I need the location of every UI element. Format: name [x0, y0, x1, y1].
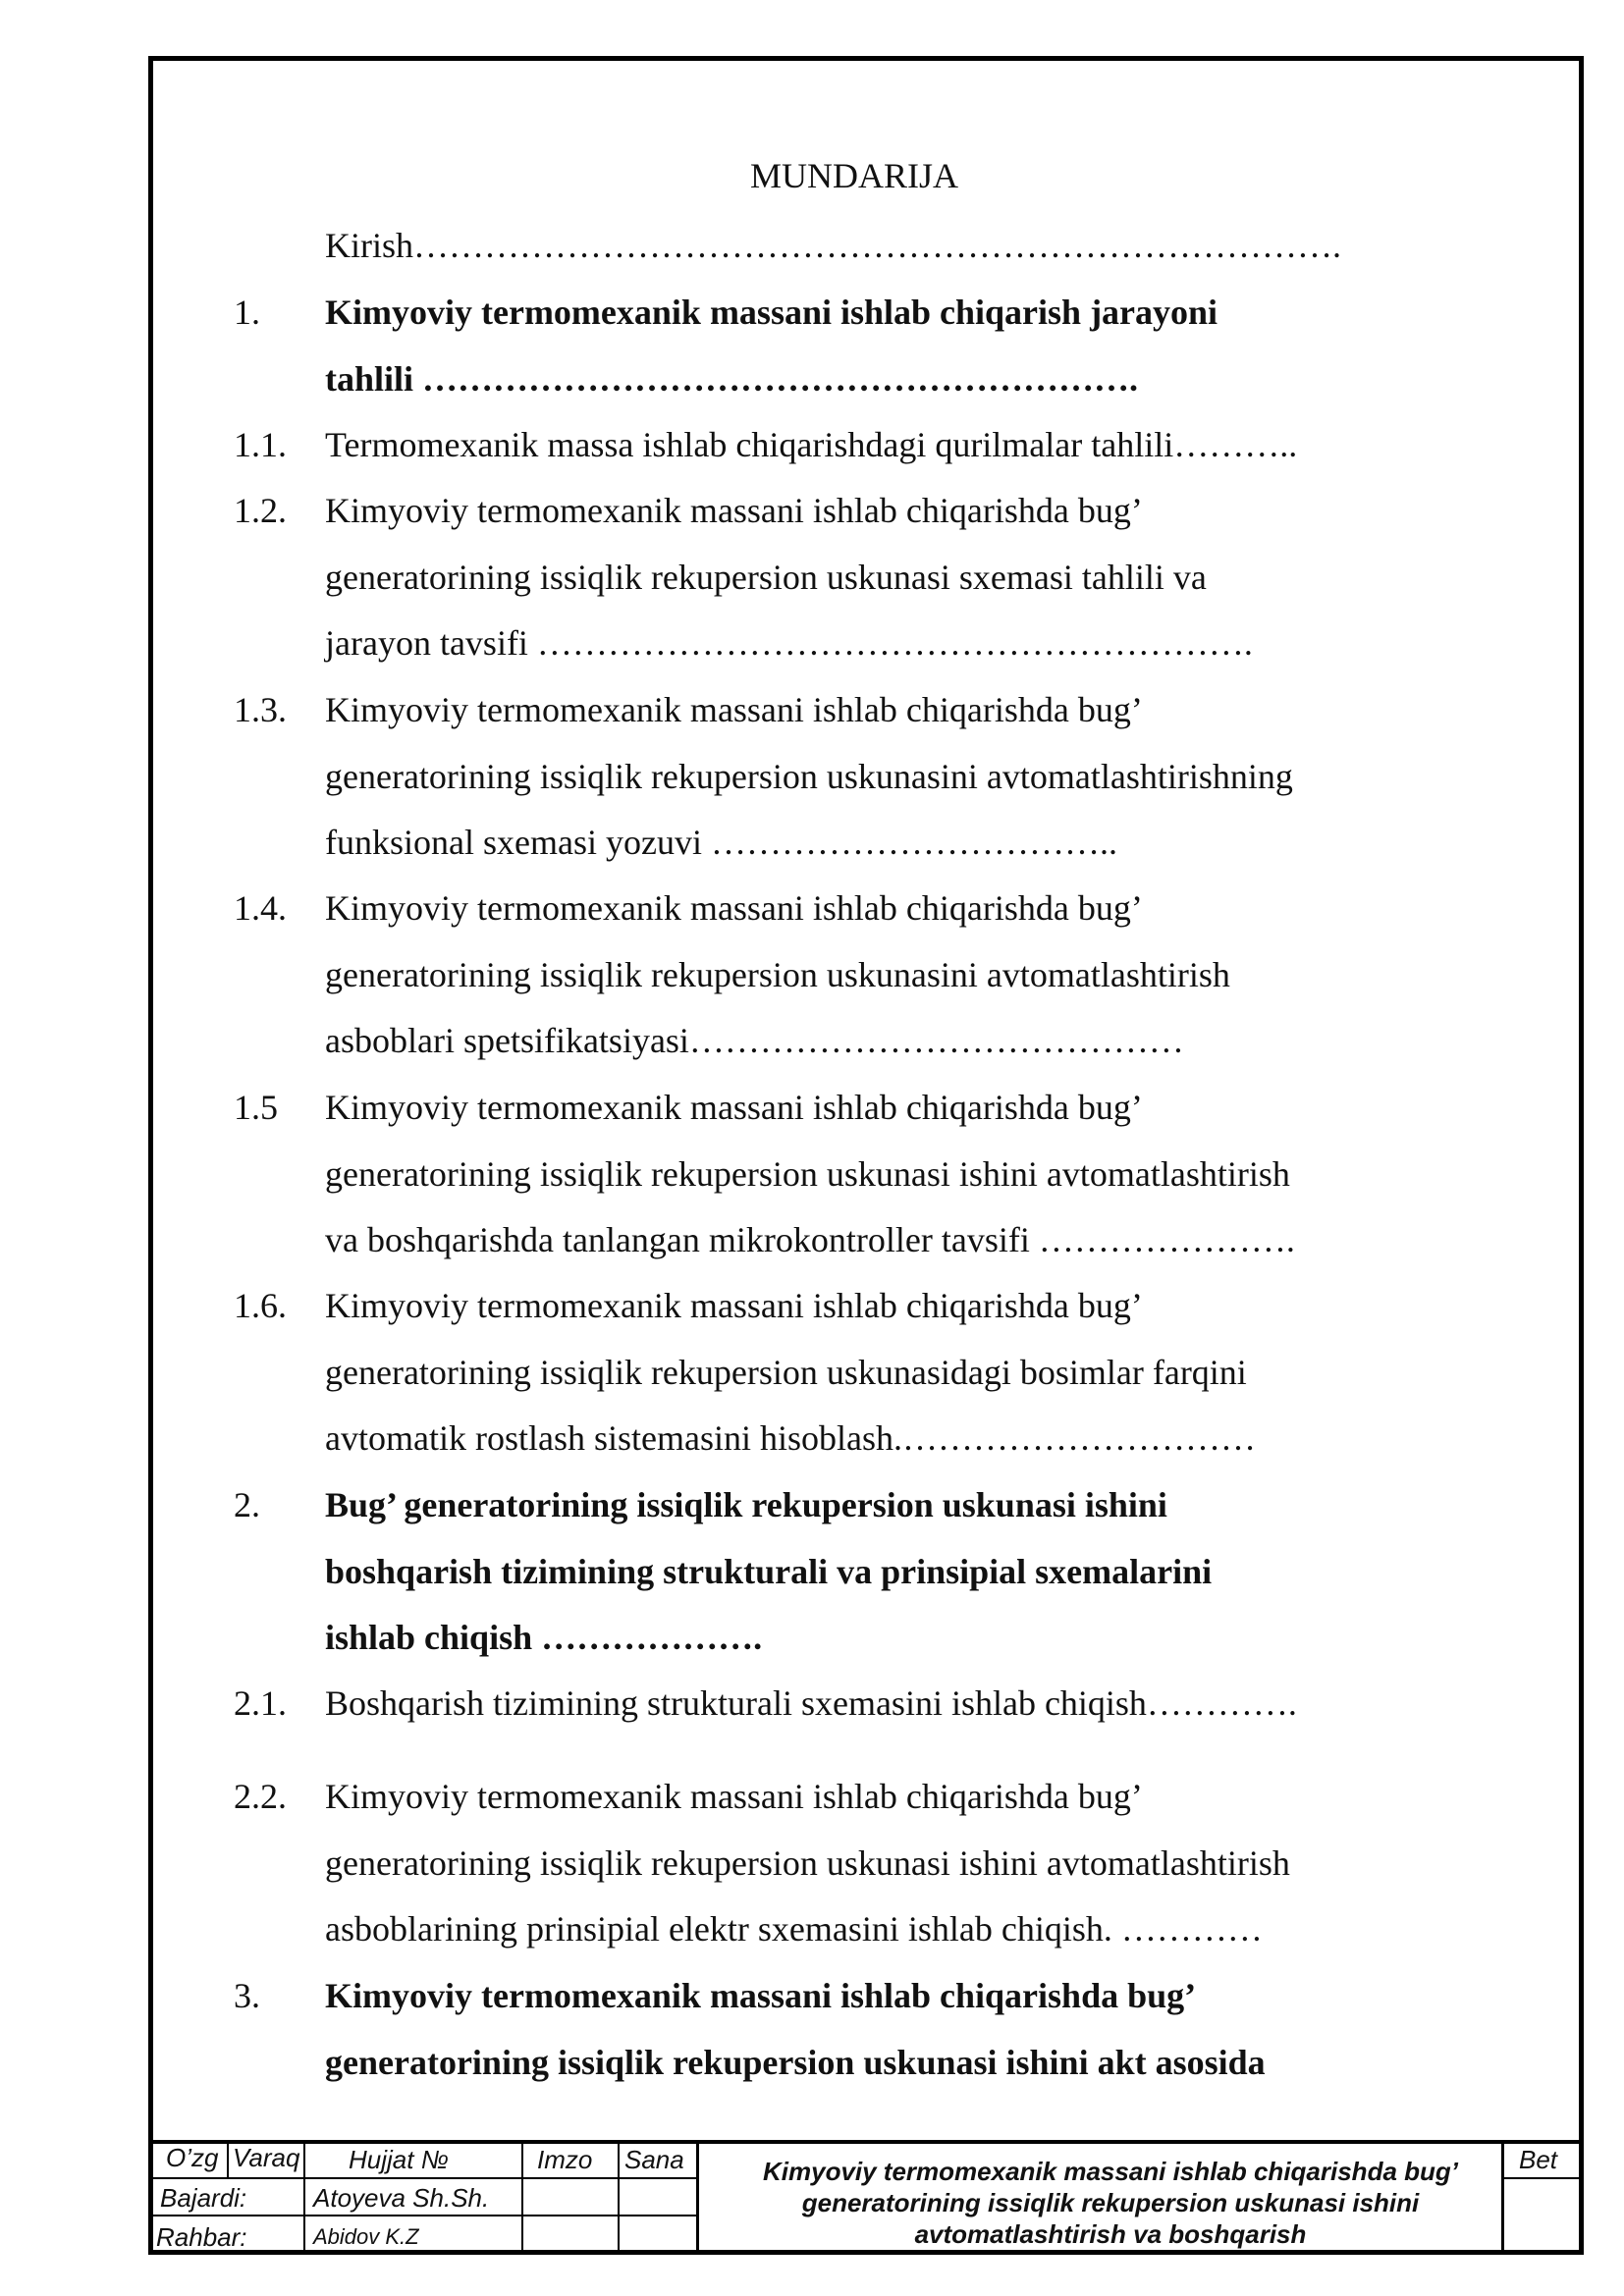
title-block [148, 2140, 1584, 2255]
toc-entry-text: Kimyoviy termomexanik massani ishlab chiqarishda bug’ [325, 1286, 1143, 1325]
toc-entry-text: generatorining issiqlik rekupersion uskunasi ishini avtomatlashtirish [325, 1153, 1290, 1194]
toc-entry-text: Termomexanik massa ishlab chiqarishdagi qurilmalar tahlili……….. [325, 425, 1298, 464]
hujjat-header: Hujjat № [349, 2145, 449, 2174]
toc-number: 1.5 [234, 1088, 278, 1127]
bet-header: Bet [1519, 2145, 1558, 2174]
toc-entry-text: Boshqarish tizimining strukturali sxemasini ishlab chiqish…………. [325, 1683, 1297, 1723]
toc-number: 2.2. [234, 1777, 287, 1816]
toc-entry-text: funksional sxemasi yozuvi …………………………….. [325, 823, 1117, 862]
toc-entry-text: Kimyoviy termomexanik massani ishlab chiqarishda bug’ [325, 690, 1143, 729]
toc-entry-text: Kimyoviy termomexanik massani ishlab chiqarishda bug’ [325, 1777, 1143, 1816]
toc-entry-text: ishlab chiqish ………………. [325, 1618, 763, 1657]
bajardi-label: Bajardi: [160, 2183, 247, 2213]
toc-entry-text: generatorining issiqlik rekupersion uskunasi ishini avtomatlashtirish [325, 1842, 1290, 1883]
toc-entry-text: va boshqarishda tanlangan mikrokontroller tavsifi …………………. [325, 1220, 1295, 1259]
toc-number: 1. [234, 293, 260, 332]
toc-entry-text: Kimyoviy termomexanik massani ishlab chiqarishda bug’ [325, 491, 1143, 530]
toc-entry-text: generatorining issiqlik rekupersion uskunasi sxemasi tahlili va [325, 557, 1207, 597]
rahbar-name: Abidov K.Z [313, 2224, 419, 2249]
toc-entry-text: Bug’ generatorining issiqlik rekupersion uskunasi ishini [325, 1485, 1167, 1524]
toc-number: 2. [234, 1485, 260, 1524]
toc-entry-text: asboblarining prinsipial elektr sxemasini ishlab chiqish. ………… [325, 1909, 1263, 1949]
toc-entry-text: jarayon tavsifi ……………………………………………………. [325, 623, 1253, 663]
toc-number: 1.1. [234, 425, 287, 464]
rahbar-label: Rahbar: [156, 2222, 247, 2252]
toc-number: 3. [234, 1976, 260, 2015]
toc-entry-text: Kimyoviy termomexanik massani ishlab chiqarish jarayoni [325, 293, 1218, 332]
toc-entry-text: generatorining issiqlik rekupersion uskunasini avtomatlashtirish [325, 954, 1230, 994]
page-title: MUNDARIJA [749, 156, 958, 195]
ozg-header: O’zg [166, 2143, 219, 2172]
toc-number: 2.1. [234, 1683, 287, 1723]
toc-number: 1.3. [234, 690, 287, 729]
varaq-header: Varaq [233, 2143, 300, 2172]
toc-entry-text: generatorining issiqlik rekupersion uskunasi ishini akt asosida [325, 2042, 1266, 2082]
sana-header: Sana [624, 2145, 684, 2174]
imzo-header: Imzo [537, 2145, 593, 2174]
toc-entry-text: asboblari spetsifikatsiyasi…………………………………… [325, 1021, 1184, 1060]
toc-entry-text: boshqarish tizimining strukturali va prinsipial sxemalarini [325, 1551, 1213, 1591]
toc-entry-text: Kimyoviy termomexanik massani ishlab chiqarishda bug’ [325, 1976, 1197, 2015]
toc-entry-text: generatorining issiqlik rekupersion uskunasini avtomatlashtirishning [325, 756, 1293, 796]
toc-number: 1.6. [234, 1286, 287, 1325]
toc-number: 1.2. [234, 491, 287, 530]
toc-number: 1.4. [234, 888, 287, 928]
document-title: Kimyoviy termomexanik massani ishlab chiqarishda bug’ generatorining issiqlik rekupersion uskunasi ishini avtomatlashtirish va boshqarish [762, 2157, 1459, 2249]
toc-entry-text: Kimyoviy termomexanik massani ishlab chiqarishda bug’ [325, 888, 1143, 928]
toc-entry-text: avtomatik rostlash sistemasini hisoblash.………………………… [325, 1418, 1256, 1458]
toc-entry-text: Kimyoviy termomexanik massani ishlab chiqarishda bug’ [325, 1088, 1143, 1127]
toc-entry-text: tahlili ……………………………………………………. [325, 358, 1139, 399]
toc-entry-text: Kirish……………………………………………………………………. [325, 226, 1341, 265]
bajardi-name: Atoyeva Sh.Sh. [313, 2183, 490, 2213]
toc-entry-text: generatorining issiqlik rekupersion uskunasidagi bosimlar farqini [325, 1352, 1247, 1392]
